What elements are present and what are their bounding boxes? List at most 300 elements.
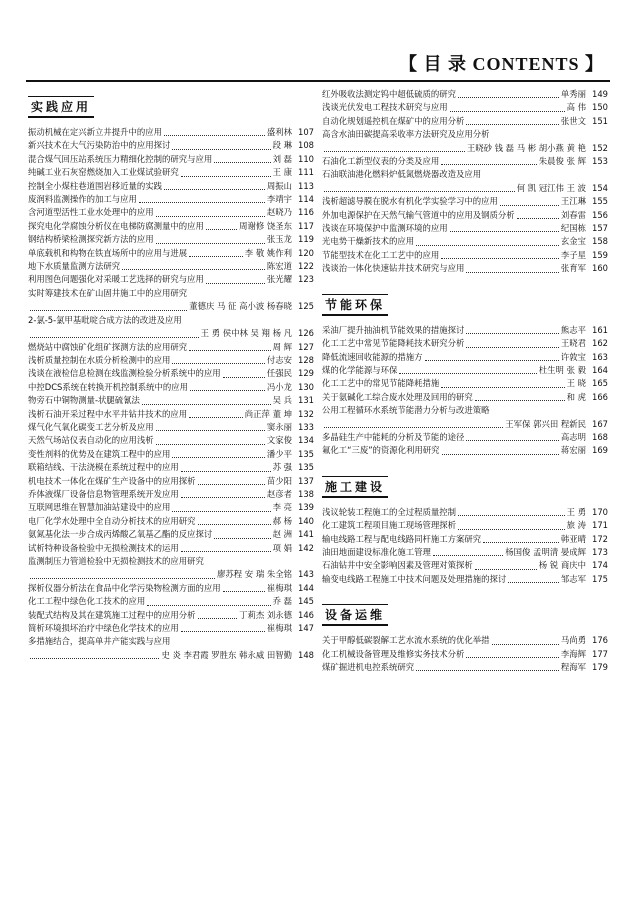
toc-entry (322, 195, 608, 208)
toc-entry (28, 287, 314, 300)
toc-entry (322, 533, 608, 546)
left-column (28, 88, 314, 662)
toc-leader-dots (198, 524, 271, 525)
toc-entry (28, 247, 314, 260)
toc-entry-page: 147 (298, 623, 314, 634)
toc-entry (322, 364, 608, 377)
toc-entry-page: 122 (298, 261, 314, 272)
toc-entry (28, 126, 314, 139)
toc-leader-dots (189, 350, 270, 351)
toc-entry-author: 朱晨俊 张 辉 (538, 156, 586, 167)
toc-entry (322, 88, 608, 101)
toc-leader-dots (441, 258, 559, 259)
right-entry-list-2 (322, 324, 608, 458)
toc-entry-title: 浅析石油开采过程中水平井钻井技术的应用 (28, 408, 188, 419)
toc-entry-page: 129 (298, 368, 314, 379)
toc-entry-page: 175 (592, 573, 608, 584)
toc-entry (322, 661, 608, 674)
toc-entry-author: 李 亮 (272, 502, 292, 513)
toc-leader-dots (172, 457, 265, 458)
toc-entry-page: 174 (592, 560, 608, 571)
toc-entry-title: 互联网思维在智慧加油站建设中的应用 (28, 502, 171, 513)
toc-entry-author: 王 勇 (566, 506, 586, 517)
toc-leader-dots (198, 618, 238, 619)
toc-entry-author: 韩亚晴 (560, 533, 586, 544)
toc-entry-title: 降低流速回收能源的措施方 (322, 351, 423, 362)
right-column (322, 88, 608, 674)
toc-entry (322, 444, 608, 457)
toc-entry-author: 杨 锐 商庆中 (538, 560, 586, 571)
toc-entry-author: 刘 磊 (272, 153, 292, 164)
toc-entry-author: 和 虎 (566, 391, 586, 402)
toc-entry-author: 张玉龙 (266, 234, 292, 245)
toc-entry (28, 488, 314, 501)
toc-entry-page: 168 (592, 431, 608, 442)
toc-entry (28, 408, 314, 421)
toc-entry-title: 浅谈在液检信息检测在线监测检验分析系统中的应用 (28, 368, 221, 379)
right-entry-list-4 (322, 634, 608, 674)
toc-entry (322, 222, 608, 235)
toc-entry-page: 128 (298, 354, 314, 365)
toc-leader-dots (466, 440, 559, 441)
toc-entry-page: 138 (298, 488, 314, 499)
toc-entry-page: 117 (298, 220, 314, 231)
toc-entry-page: 172 (592, 533, 608, 544)
toc-entry-author: 付志安 (266, 354, 292, 365)
toc-entry-title: 化工机械设备管理及维修实务技术分析 (322, 648, 465, 659)
toc-leader-dots (139, 202, 265, 203)
toc-entry-title: 高含水油田碳提高采收率方法研究及应用分析 (322, 129, 490, 140)
toc-entry (322, 235, 608, 248)
toc-leader-dots (466, 347, 559, 348)
toc-entry (28, 582, 314, 595)
toc-entry-title: 输变电线路工程施工中技术问题及处理措施的探讨 (322, 573, 507, 584)
toc-entry (28, 367, 314, 380)
toc-entry-author: 赵晓乃 (266, 207, 292, 218)
toc-entry-page: 179 (592, 662, 608, 672)
section-heading-equipment: 设备运维 (322, 604, 388, 626)
toc-entry-title: 地下水质量监测方法研究 (28, 261, 121, 272)
toc-entry-author: 郝 杨 (272, 515, 292, 526)
toc-entry-page: 151 (592, 115, 608, 126)
toc-entry-title: 煤矿掘进机电控系统研究 (322, 662, 415, 672)
toc-entry-page: 169 (592, 445, 608, 456)
toc-entry (322, 546, 608, 559)
toc-leader-dots (517, 218, 559, 219)
toc-entry (28, 461, 314, 474)
toc-entry-author: 丁莉杰 刘永德 (239, 609, 292, 620)
toc-entry (28, 273, 314, 286)
toc-entry-page: 119 (298, 234, 314, 245)
toc-entry-title: 采油厂提升抽油机节能效果的措施探讨 (322, 324, 465, 335)
toc-entry-author: 李靖宇 (266, 194, 292, 205)
toc-entry-title: 2-氯-5-氯甲基吡啶合成方法的改进及应用 (28, 314, 182, 325)
toc-entry-author: 杜生明 张 毅 (538, 364, 586, 375)
toc-entry (322, 391, 608, 404)
toc-entry (28, 434, 314, 447)
toc-entry (322, 573, 608, 586)
toc-entry-page: 125 (298, 301, 314, 312)
toc-entry-page: 146 (298, 609, 314, 620)
toc-entry-author: 马尚勇 (560, 635, 586, 646)
toc-entry-title: 浅议轮装工程施工的全过程质量控制 (322, 506, 456, 517)
toc-entry-page: 156 (592, 209, 608, 220)
toc-leader-dots (425, 360, 559, 361)
toc-entry-author: 杨国俊 孟明清 晏成辉 (505, 546, 586, 557)
toc-entry-page: 142 (298, 542, 314, 553)
toc-leader-dots (164, 135, 265, 136)
toc-entry-page: 126 (298, 328, 314, 339)
toc-entry-title: 物旁石中铜物测量-状腿硫氰法 (28, 395, 140, 406)
toc-entry (28, 555, 314, 568)
toc-entry-page: 157 (592, 223, 608, 234)
toc-entry-title: 燃烧站中腐蚀矿化组矿探测方法的应用研究 (28, 341, 188, 352)
toc-entry-title: 混合煤气回压站系统压力精细化控制的研究与应用 (28, 153, 213, 164)
toc-entry (28, 327, 314, 340)
toc-entry (28, 568, 314, 581)
toc-leader-dots (324, 427, 503, 428)
toc-leader-dots (441, 387, 564, 388)
toc-entry (28, 635, 314, 648)
toc-entry-title: 化工工艺中的常见节能降耗措施 (322, 378, 440, 389)
toc-entry-page: 171 (592, 520, 608, 531)
toc-entry-page: 108 (298, 140, 314, 151)
toc-entry (322, 142, 608, 155)
toc-leader-dots (483, 542, 559, 543)
toc-leader-dots (122, 269, 265, 270)
toc-leader-dots (223, 591, 265, 592)
toc-entry-page: 135 (298, 448, 314, 459)
toc-entry-page: 113 (298, 180, 314, 191)
toc-entry-author: 李海辉 (560, 648, 586, 659)
toc-entry-page: 176 (592, 635, 608, 646)
toc-entry (28, 622, 314, 635)
toc-entry-title: 氟化工“三废”的资源化利用研究 (322, 445, 440, 456)
toc-leader-dots (223, 377, 265, 378)
toc-leader-dots (198, 484, 265, 485)
toc-leader-dots (492, 644, 559, 645)
toc-entry-page: 144 (298, 582, 314, 593)
toc-entry (322, 337, 608, 350)
toc-entry-page: 134 (298, 435, 314, 446)
toc-entry-title: 探究电化学腐蚀分析仪在电梯防腐测量中的应用 (28, 220, 204, 231)
toc-entry-author: 周振山 (266, 180, 292, 191)
toc-leader-dots (156, 243, 265, 244)
toc-entry-page: 135 (298, 462, 314, 473)
toc-leader-dots (442, 454, 559, 455)
toc-entry-author: 项 娟 (272, 542, 292, 553)
toc-entry-page: 149 (592, 89, 608, 99)
toc-entry-title: 化工建筑工程项目施工现场管理探析 (322, 520, 456, 531)
toc-leader-dots (500, 205, 559, 206)
toc-entry (28, 515, 314, 528)
toc-entry-author: 段 琳 (272, 140, 292, 151)
toc-entry-page: 141 (298, 529, 314, 540)
toc-entry-author: 王晓君 (560, 338, 586, 349)
toc-entry-author: 赵彦者 (266, 488, 292, 499)
toc-leader-dots (458, 97, 559, 98)
toc-entry-title: 自动化规划遥控机在煤矿中的应用分析 (322, 115, 465, 126)
toc-entry-author: 王军保 郭兴田 程新民 (505, 418, 586, 429)
toc-entry-page: 116 (298, 207, 314, 218)
toc-entry-title: 石油化工新型仪表的分类及应用 (322, 156, 440, 167)
toc-entry (322, 155, 608, 168)
toc-entry-page: 160 (592, 263, 608, 274)
toc-entry (28, 300, 314, 313)
toc-entry-author: 董德庆 马 征 高小波 杨春晓 (189, 301, 292, 312)
toc-entry-title: 外加电源保护在天然气输气管道中的应用及钢质分析 (322, 209, 515, 220)
toc-leader-dots (181, 551, 271, 552)
toc-entry-page: 131 (298, 395, 314, 406)
toc-entry-title: 试析特种设备检验中无损检测技术的运用 (28, 542, 179, 553)
toc-entry-page: 158 (592, 236, 608, 247)
toc-entry-page: 110 (298, 153, 314, 164)
toc-entry-page: 166 (592, 391, 608, 402)
toc-entry (322, 648, 608, 661)
toc-leader-dots (466, 333, 559, 334)
toc-entry (322, 404, 608, 417)
toc-leader-dots (441, 164, 537, 165)
toc-entry-author: 窦永丽 (266, 421, 292, 432)
toc-entry-author: 李 敬 姚作利 (244, 247, 292, 258)
toc-leader-dots (142, 404, 271, 405)
toc-entry-page: 148 (298, 649, 314, 660)
toc-entry (322, 431, 608, 444)
toc-entry-author: 何 凯 冠江伟 王 波 (516, 182, 586, 193)
toc-entry-author: 王江琳 (560, 196, 586, 207)
toc-entry (28, 166, 314, 179)
toc-entry (28, 233, 314, 246)
toc-entry (28, 180, 314, 193)
toc-entry-title: 浅析质量控制在水质分析检测中的应用 (28, 354, 171, 365)
toc-entry-title: 天然气场站仪表自动化的应用浅析 (28, 435, 154, 446)
toc-leader-dots (172, 363, 265, 364)
toc-entry-title: 石油钻井中安全影响因素及管理对策探析 (322, 560, 473, 571)
toc-entry-author: 张世文 (560, 115, 586, 126)
toc-entry-title: 浅谈治一体化快速钻井技术研究与应用 (322, 263, 465, 274)
toc-entry-title: 关于氨碱化工综合废水处理及回用的研究 (322, 391, 473, 402)
toc-entry-title: 单底载机和构物在铁直场所中的应用与进展 (28, 247, 188, 258)
toc-entry (322, 324, 608, 337)
toc-entry-author: 李子星 (560, 249, 586, 260)
toc-leader-dots (450, 231, 559, 232)
toc-entry-title: 钢结构桥梁检测探究新方法的应用 (28, 234, 154, 245)
toc-entry-title: 装配式结构及其在建筑施工过程中的应用分析 (28, 609, 196, 620)
toc-entry (322, 351, 608, 364)
toc-entry-title: 公用工程循环水系统节能潜力分析与改进策略 (322, 405, 490, 416)
toc-entry-author: 崔梅琪 (266, 582, 292, 593)
toc-entry-title: 多措施结合，提高单井产能实践与应用 (28, 636, 171, 647)
toc-entry (28, 542, 314, 555)
toc-entry-page: 123 (298, 274, 314, 285)
toc-leader-dots (458, 529, 565, 530)
toc-entry (322, 519, 608, 532)
toc-leader-dots (189, 417, 243, 418)
toc-entry-author: 任强民 (266, 368, 292, 379)
toc-leader-dots (416, 245, 559, 246)
toc-leader-dots (156, 444, 265, 445)
toc-entry-title: 利用图色问题强化对采暖工艺选择的研究与应用 (28, 274, 204, 285)
toc-entry-author: 陈宏道 (266, 261, 292, 272)
toc-entry (28, 139, 314, 152)
toc-entry-title: 废润料监测操作的加工与应用 (28, 194, 137, 205)
toc-leader-dots (30, 310, 187, 311)
toc-entry-page: 164 (592, 364, 608, 375)
toc-entry-title: 控制全小煤柱巷道围岩移近量的实践 (28, 180, 162, 191)
section-heading-practice: 实践应用 (28, 96, 94, 118)
toc-entry-author: 王晓砂 钱 磊 马 彬 胡小燕 黄 艳 (466, 142, 586, 153)
toc-entry (28, 528, 314, 541)
toc-entry (28, 421, 314, 434)
toc-entry (322, 168, 608, 181)
toc-entry (28, 220, 314, 233)
toc-entry-author: 张光耀 (266, 274, 292, 285)
toc-leader-dots (181, 471, 271, 472)
right-entry-list-1 (322, 88, 608, 276)
contents-title: 【 目 录 CONTENTS 】 (398, 54, 604, 74)
toc-leader-dots (475, 400, 565, 401)
toc-entry-author: 苗少阳 (266, 475, 292, 486)
left-entry-list (28, 126, 314, 662)
toc-entry-title: 节能型技术在化工工艺中的应用 (322, 249, 440, 260)
toc-leader-dots (181, 176, 271, 177)
toc-entry-page: 127 (298, 341, 314, 352)
toc-entry-title: 机电技术一体化在煤矿生产设备中的应用探析 (28, 475, 196, 486)
toc-entry-title: 振动机械在定兴新立井提升中的应用 (28, 127, 162, 137)
toc-leader-dots (450, 111, 565, 112)
toc-leader-dots (324, 151, 465, 152)
toc-entry (322, 101, 608, 114)
toc-entry-page: 137 (298, 475, 314, 486)
toc-entry-author: 廖苏程 安 瑞 朱全铭 (217, 569, 292, 580)
toc-entry-page: 143 (298, 569, 314, 580)
toc-entry-title: 监测制压力管道检验中无损检测技术的应用研究 (28, 556, 204, 566)
toc-leader-dots (156, 430, 265, 431)
toc-entry (322, 506, 608, 519)
toc-entry-page: 145 (298, 596, 314, 607)
toc-entry-author: 苏 强 (272, 462, 292, 473)
toc-entry-title: 油田地面建设标准化施工管理 (322, 546, 431, 557)
toc-entry (28, 314, 314, 327)
toc-entry-title: 纯碱工业石灰窑燃烧加入工业煤试验研究 (28, 167, 179, 178)
toc-entry-title: 氨氮基化法一步合成丙烯酸乙氧基乙酯的反应探讨 (28, 529, 213, 540)
toc-entry-author: 盛利林 (266, 127, 292, 137)
toc-entry-author: 冯小龙 (266, 381, 292, 392)
toc-entry-page: 163 (592, 351, 608, 362)
toc-entry-author: 高 伟 (566, 102, 586, 113)
toc-entry (322, 182, 608, 195)
toc-entry-title: 化工工程中绿色化工技术的应用 (28, 596, 146, 607)
toc-entry (322, 418, 608, 431)
toc-entry-author: 周谢修 饶圣东 (239, 220, 292, 231)
toc-leader-dots (190, 390, 265, 391)
section-heading-energy: 节能环保 (322, 294, 388, 316)
toc-entry-title: 新兴技术在大气污染防治中的应用探讨 (28, 140, 171, 151)
toc-entry-title: 煤的化学能源与环保 (322, 364, 398, 375)
toc-entry (28, 595, 314, 608)
toc-leader-dots (172, 511, 270, 512)
toc-leader-dots (466, 657, 559, 658)
toc-entry-page: 111 (298, 167, 314, 178)
toc-leader-dots (181, 631, 265, 632)
toc-entry-author: 尚正萍 董 坤 (244, 408, 292, 419)
toc-entry (322, 262, 608, 275)
toc-entry (322, 377, 608, 390)
toc-entry-page: 162 (592, 338, 608, 349)
toc-entry-title: 关于甲醇低碳裂解工艺水流水系统的优化举措 (322, 635, 490, 646)
toc-entry-page: 120 (298, 247, 314, 258)
toc-entry (28, 193, 314, 206)
toc-entry (28, 394, 314, 407)
toc-entry-author: 单秀丽 (560, 89, 586, 99)
toc-entry (28, 354, 314, 367)
toc-entry-author: 周 辉 (272, 341, 292, 352)
toc-entry-title: 简析环境损坏治疗中绿色化学技术的应用 (28, 623, 179, 634)
toc-leader-dots (475, 569, 537, 570)
toc-entry-author: 潘少平 (266, 448, 292, 459)
toc-entry-author: 高志明 (560, 431, 586, 442)
toc-entry-page: 133 (298, 421, 314, 432)
toc-leader-dots (433, 555, 503, 556)
toc-entry (322, 559, 608, 572)
toc-entry-title: 浅析超滤导膜在脱水有机化学实验学习中的应用 (322, 196, 498, 207)
toc-entry-author: 蒋宏丽 (560, 445, 586, 456)
toc-entry-author: 旅 涛 (566, 520, 586, 531)
toc-entry-title: 探析仪器分析法在食品中化学污染物检测方面的应用 (28, 582, 221, 593)
toc-entry-page: 139 (298, 502, 314, 513)
toc-entry-title: 化工工艺中常见节能降耗技术研究分析 (322, 338, 465, 349)
toc-entry-page: 107 (298, 127, 314, 137)
toc-entry-page: 159 (592, 249, 608, 260)
toc-entry-author: 许敦宝 (560, 351, 586, 362)
toc-entry-title: 含河道型活性工业水处理中的应用 (28, 207, 154, 218)
toc-entry-page: 152 (592, 142, 608, 153)
toc-entry-title: 光电势干燥新技术的应用 (322, 236, 415, 247)
toc-entry (28, 609, 314, 622)
toc-entry-title: 变性剂料的优势及在建筑工程中的应用 (28, 448, 171, 459)
toc-entry-author: 赵 洲 (272, 529, 292, 540)
toc-entry (28, 341, 314, 354)
toc-entry-title: 联箱结线、干法浇模在系统过程中的应用 (28, 462, 179, 473)
toc-entry-author: 史 炎 李君霞 罗胜东 韩永威 田智勤 (161, 649, 292, 660)
toc-entry-title: 输电线路工程与配电线路同杆施工方案研究 (322, 533, 482, 544)
toc-entry (28, 501, 314, 514)
toc-leader-dots (147, 605, 270, 606)
toc-entry-author: 崔梅琪 (266, 623, 292, 634)
toc-entry-author: 吴 兵 (272, 395, 292, 406)
toc-entry-author: 刘春雷 (560, 209, 586, 220)
toc-entry-page: 155 (592, 196, 608, 207)
toc-leader-dots (466, 124, 559, 125)
toc-entry-author: 文家俊 (266, 435, 292, 446)
toc-leader-dots (214, 538, 270, 539)
toc-leader-dots (156, 216, 265, 217)
toc-leader-dots (458, 515, 565, 516)
toc-entry-author: 王 勇 侯中林 吴 翔 杨 凡 (200, 328, 292, 339)
toc-entry (28, 206, 314, 219)
toc-leader-dots (206, 283, 265, 284)
toc-entry (28, 475, 314, 488)
toc-entry-page: 150 (592, 102, 608, 113)
toc-leader-dots (30, 578, 215, 579)
toc-entry (28, 153, 314, 166)
toc-leader-dots (206, 229, 237, 230)
toc-entry (322, 115, 608, 128)
toc-entry (322, 209, 608, 222)
toc-entry-title: 电厂化学水处理中全自动分析技术的应用研究 (28, 515, 196, 526)
header-rule (26, 80, 610, 82)
toc-leader-dots (324, 191, 515, 192)
